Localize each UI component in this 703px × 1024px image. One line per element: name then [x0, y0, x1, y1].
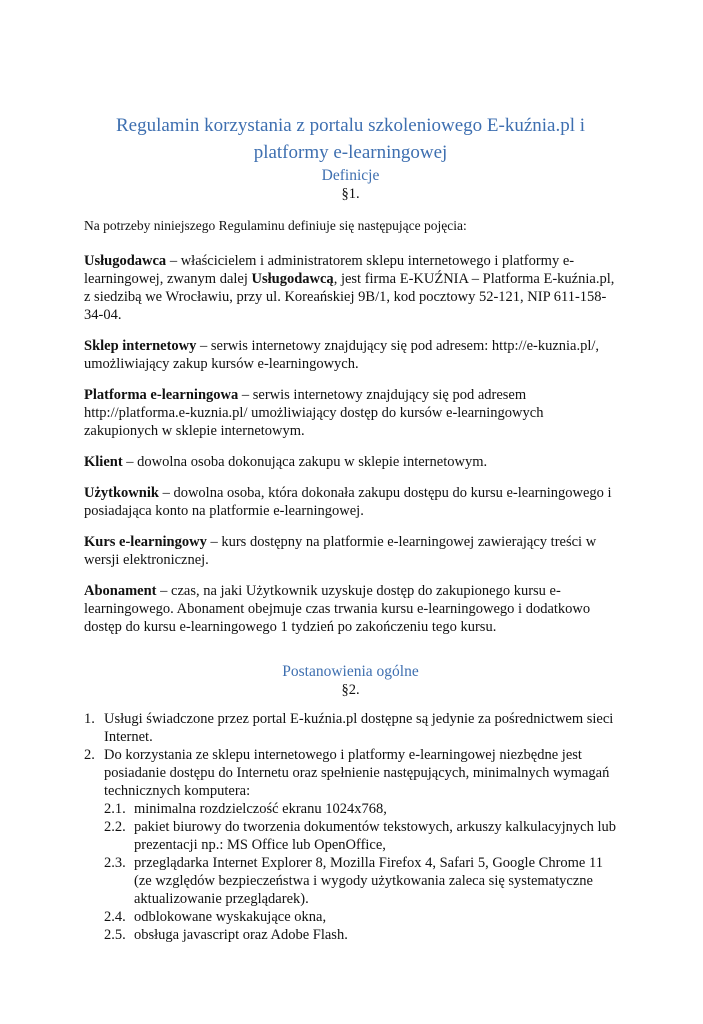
definition-term: Sklep internetowy [84, 338, 197, 354]
definition-text: – właścicielem i administratorem sklepu internetowego i platformy e-learningowej, zwanym dalej [84, 253, 575, 287]
definition-term: Abonament [84, 583, 157, 599]
definition-text: – serwis internetowy znajdujący się pod adresem: http://e-kuznia.pl/, umożliwiający zakup kursów e-learningowych. [84, 338, 600, 372]
sublist-item-text: minimalna rozdzielczość ekranu 1024x768, [134, 801, 387, 817]
sublist-item-text: obsługa javascript oraz Adobe Flash. [134, 927, 348, 943]
definition-text: – dowolna osoba, która dokonała zakupu dostępu do kursu e-learningowego i posiadająca konto na platformie e-learningowej. [84, 485, 612, 519]
definition-text: – dowolna osoba dokonująca zakupu w sklepie internetowym. [122, 454, 488, 470]
section2-number: §2. [341, 682, 360, 698]
sublist-item-number: 2.3. [104, 855, 126, 871]
section2-heading: Postanowienia ogólne [282, 663, 419, 680]
definition-sklep-internetowy [84, 337, 617, 373]
definition-text: – czas, na jaki Użytkownik uzyskuje dostęp do zakupionego kursu e-learningowego. Abonament obejmuje czas trwania kursu e-learningowego i dodatkowo dostęp do kursu e-learningowego 1 tydzień po zakończeniu tego kursu. [84, 583, 591, 635]
definition-text: , jest firma E-KUŹNIA – Platforma E-kuźnia.pl, z siedzibą we Wrocławiu, przy ul. Koreańskiej 9B/1, kod pocztowy 52-121, NIP 611-158-34-04. [84, 271, 615, 323]
definition-klient [84, 453, 617, 471]
definition-term: Użytkownik [84, 485, 159, 501]
definition-text: – serwis internetowy znajdujący się pod adresem http://platforma.e-kuznia.pl/ umożliwiający dostęp do kursów e-learningowych zakupionych w sklepie internetowym. [84, 387, 544, 439]
definition-platforma [84, 386, 617, 440]
sublist-item-text: pakiet biurowy do tworzenia dokumentów tekstowych, arkuszy kalkulacyjnych lub prezentacji np.: MS Office lub OpenOffice, [134, 819, 617, 853]
list-item-number: 1. [84, 711, 95, 727]
sublist-item [104, 854, 617, 908]
sublist-item-number: 2.1. [104, 801, 126, 817]
requirements-sublist [104, 800, 617, 944]
definitions-list [84, 252, 617, 636]
definition-term: Usługodawcą [251, 271, 334, 287]
list-item-text: Usługi świadczone przez portal E-kuźnia.pl dostępne są jedynie za pośrednictwem sieci Internet. [104, 711, 614, 745]
list-item-text: Do korzystania ze sklepu internetowego i platformy e-learningowej niezbędne jest posiadanie dostępu do Internetu oraz spełnienie następujących, minimalnych wymagań technicznych komputera: [104, 747, 610, 799]
definition-text: – kurs dostępny na platformie e-learningowej zawierający treści w wersji elektronicznej. [84, 534, 597, 568]
document-title: Regulamin korzystania z portalu szkoleniowego E-kuźnia.pl i platformy e-learningowej [115, 115, 586, 163]
sublist-item-text: przeglądarka Internet Explorer 8, Mozilla Firefox 4, Safari 5, Google Chrome 11 (ze względów bezpieczeństwa i wygody użytkowania zaleca się systematyczne aktualizowanie przeglądarek). [134, 855, 603, 907]
definition-abonament [84, 582, 617, 636]
sublist-item-text: odblokowane wyskakujące okna, [134, 909, 327, 925]
definition-uzytkownik [84, 484, 617, 520]
sublist-item-number: 2.2. [104, 819, 126, 835]
definition-kurs [84, 533, 617, 569]
list-item [84, 746, 617, 944]
list-item-number: 2. [84, 747, 95, 763]
definition-term: Platforma e-learningowa [84, 387, 239, 403]
section1-number: §1. [341, 186, 360, 202]
sublist-item [104, 818, 617, 854]
definition-term: Usługodawca [84, 253, 167, 269]
sublist-item-number: 2.4. [104, 909, 126, 925]
definition-term: Kurs e-learningowy [84, 534, 207, 550]
sublist-item [104, 800, 617, 818]
sublist-item [104, 926, 617, 944]
list-item [84, 710, 617, 746]
definition-uslugodawca [84, 252, 617, 324]
sublist-item [104, 908, 617, 926]
definitions-intro: Na potrzeby niniejszego Regulaminu definiuje się następujące pojęcia: [84, 218, 467, 233]
definition-term: Klient [84, 454, 123, 470]
section1-heading: Definicje [321, 167, 380, 184]
general-provisions-list [84, 710, 617, 944]
sublist-item-number: 2.5. [104, 927, 126, 943]
